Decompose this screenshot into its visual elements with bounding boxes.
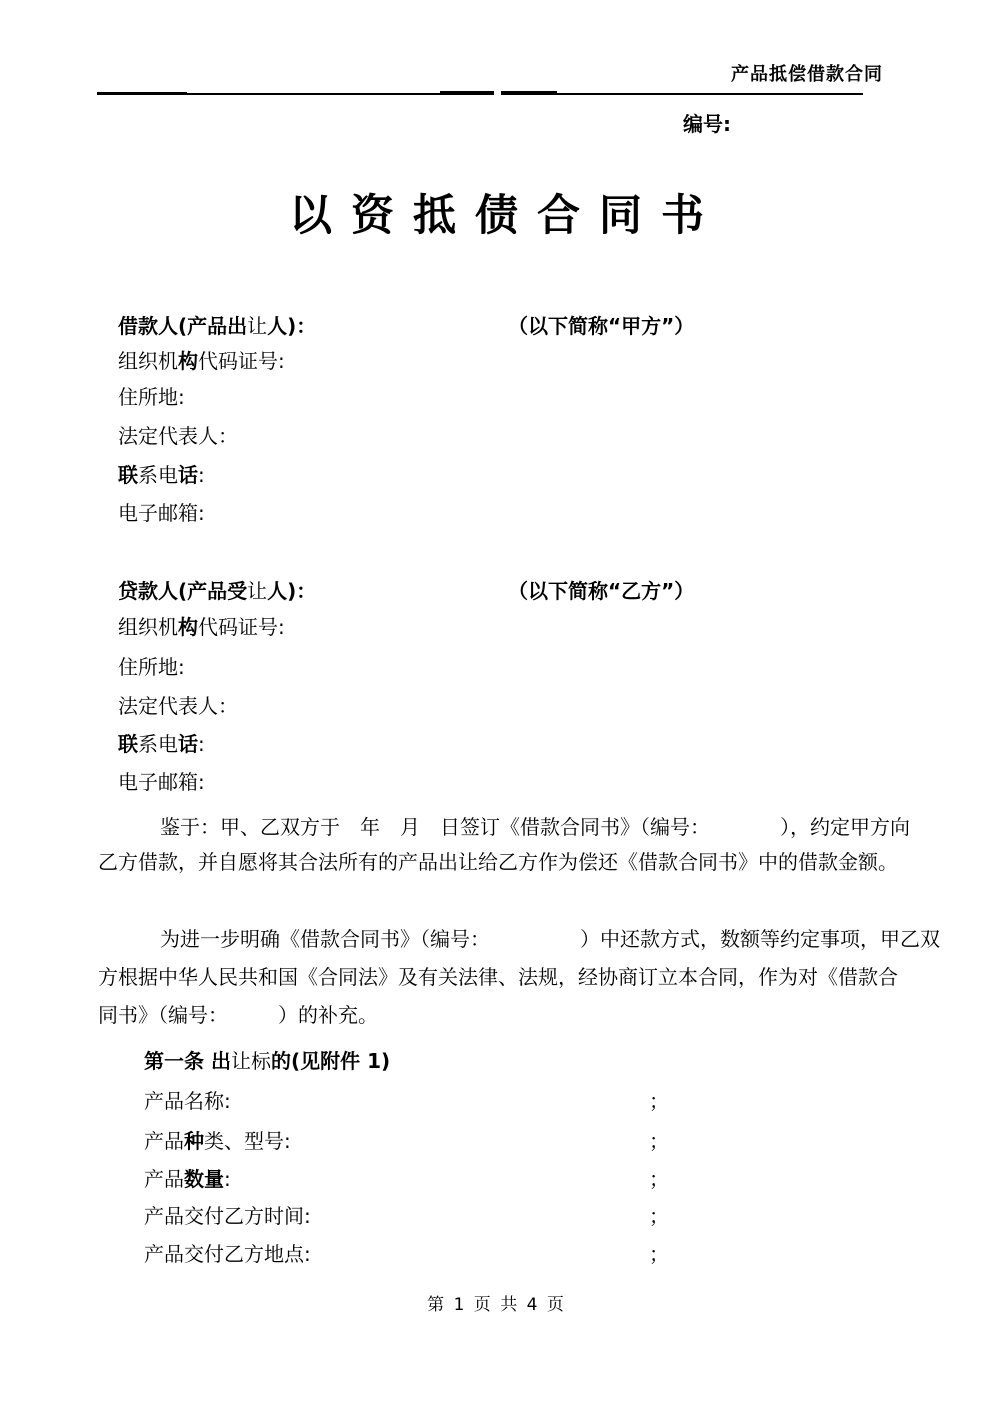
item-separator: ；: [649, 1089, 669, 1113]
item-label: 产品交付乙方地点:: [144, 1242, 311, 1266]
page-footer: 第 1 页 共 4 页: [427, 1295, 566, 1315]
party-a-field-address: 住所地:: [118, 385, 185, 409]
item-label: 产品交付乙方时间:: [144, 1204, 311, 1228]
party-b-field-legal-rep: 法定代表人：: [118, 694, 238, 718]
header-rule-notch: [494, 91, 501, 95]
party-b-field-address: 住所地:: [118, 655, 185, 679]
party-a-field-email: 电子邮箱:: [118, 501, 205, 525]
party-a-alias: （以下简称“甲方”）: [508, 314, 695, 338]
recital-2-line-2: 方根据中华人民共和国《合同法》及有关法律、法规，经协商订立本合同，作为对《借款合: [98, 965, 898, 989]
party-a-field-org-code: 组织机构代码证号:: [118, 349, 285, 373]
article-1-heading: 第一条 出让标的(见附件 1): [144, 1049, 391, 1073]
header-rule-thick-left: [97, 92, 187, 95]
article-1-item-product-type: [144, 1128, 744, 1154]
doc-number-label: 编号:: [683, 112, 731, 136]
item-separator: ；: [649, 1242, 669, 1266]
page-header-title: 产品抵偿借款合同: [731, 64, 883, 85]
item-separator: ；: [649, 1167, 669, 1191]
party-a-field-legal-rep: 法定代表人：: [118, 424, 238, 448]
party-b-heading: 贷款人(产品受让人)：: [118, 579, 317, 603]
article-1-item-delivery-place: [144, 1241, 744, 1267]
item-label: 产品名称:: [144, 1089, 231, 1113]
document-title: 以资抵债合同书: [289, 191, 723, 241]
article-1-item-delivery-time: [144, 1203, 744, 1229]
party-a-heading: 借款人(产品出让人)：: [118, 314, 317, 338]
recital-2-line-1: 为进一步明确《借款合同书》（编号： ）中还款方式，数额等约定事项，甲乙双: [160, 927, 940, 951]
party-a-field-phone: 联系电话:: [118, 463, 205, 487]
party-b-field-phone: 联系电话:: [118, 732, 205, 756]
item-label: 产品数量:: [144, 1167, 231, 1191]
article-1-item-product-name: [144, 1088, 744, 1114]
party-b-field-email: 电子邮箱:: [118, 770, 205, 794]
item-label: 产品种类、型号:: [144, 1129, 291, 1153]
party-b-field-org-code: 组织机构代码证号:: [118, 615, 285, 639]
recital-1-line-1: 鉴于：甲、乙双方于 年 月 日签订《借款合同书》（编号： ），约定甲方向: [160, 815, 910, 839]
item-separator: ；: [649, 1204, 669, 1228]
article-1-item-product-quantity: [144, 1166, 744, 1192]
recital-1-line-2: 乙方借款，并自愿将其合法所有的产品出让给乙方作为偿还《借款合同书》中的借款金额。: [98, 850, 898, 874]
item-separator: ；: [649, 1129, 669, 1153]
recital-2-line-3: 同书》（编号： ）的补充。: [98, 1003, 378, 1027]
party-b-alias: （以下简称“乙方”）: [508, 579, 695, 603]
